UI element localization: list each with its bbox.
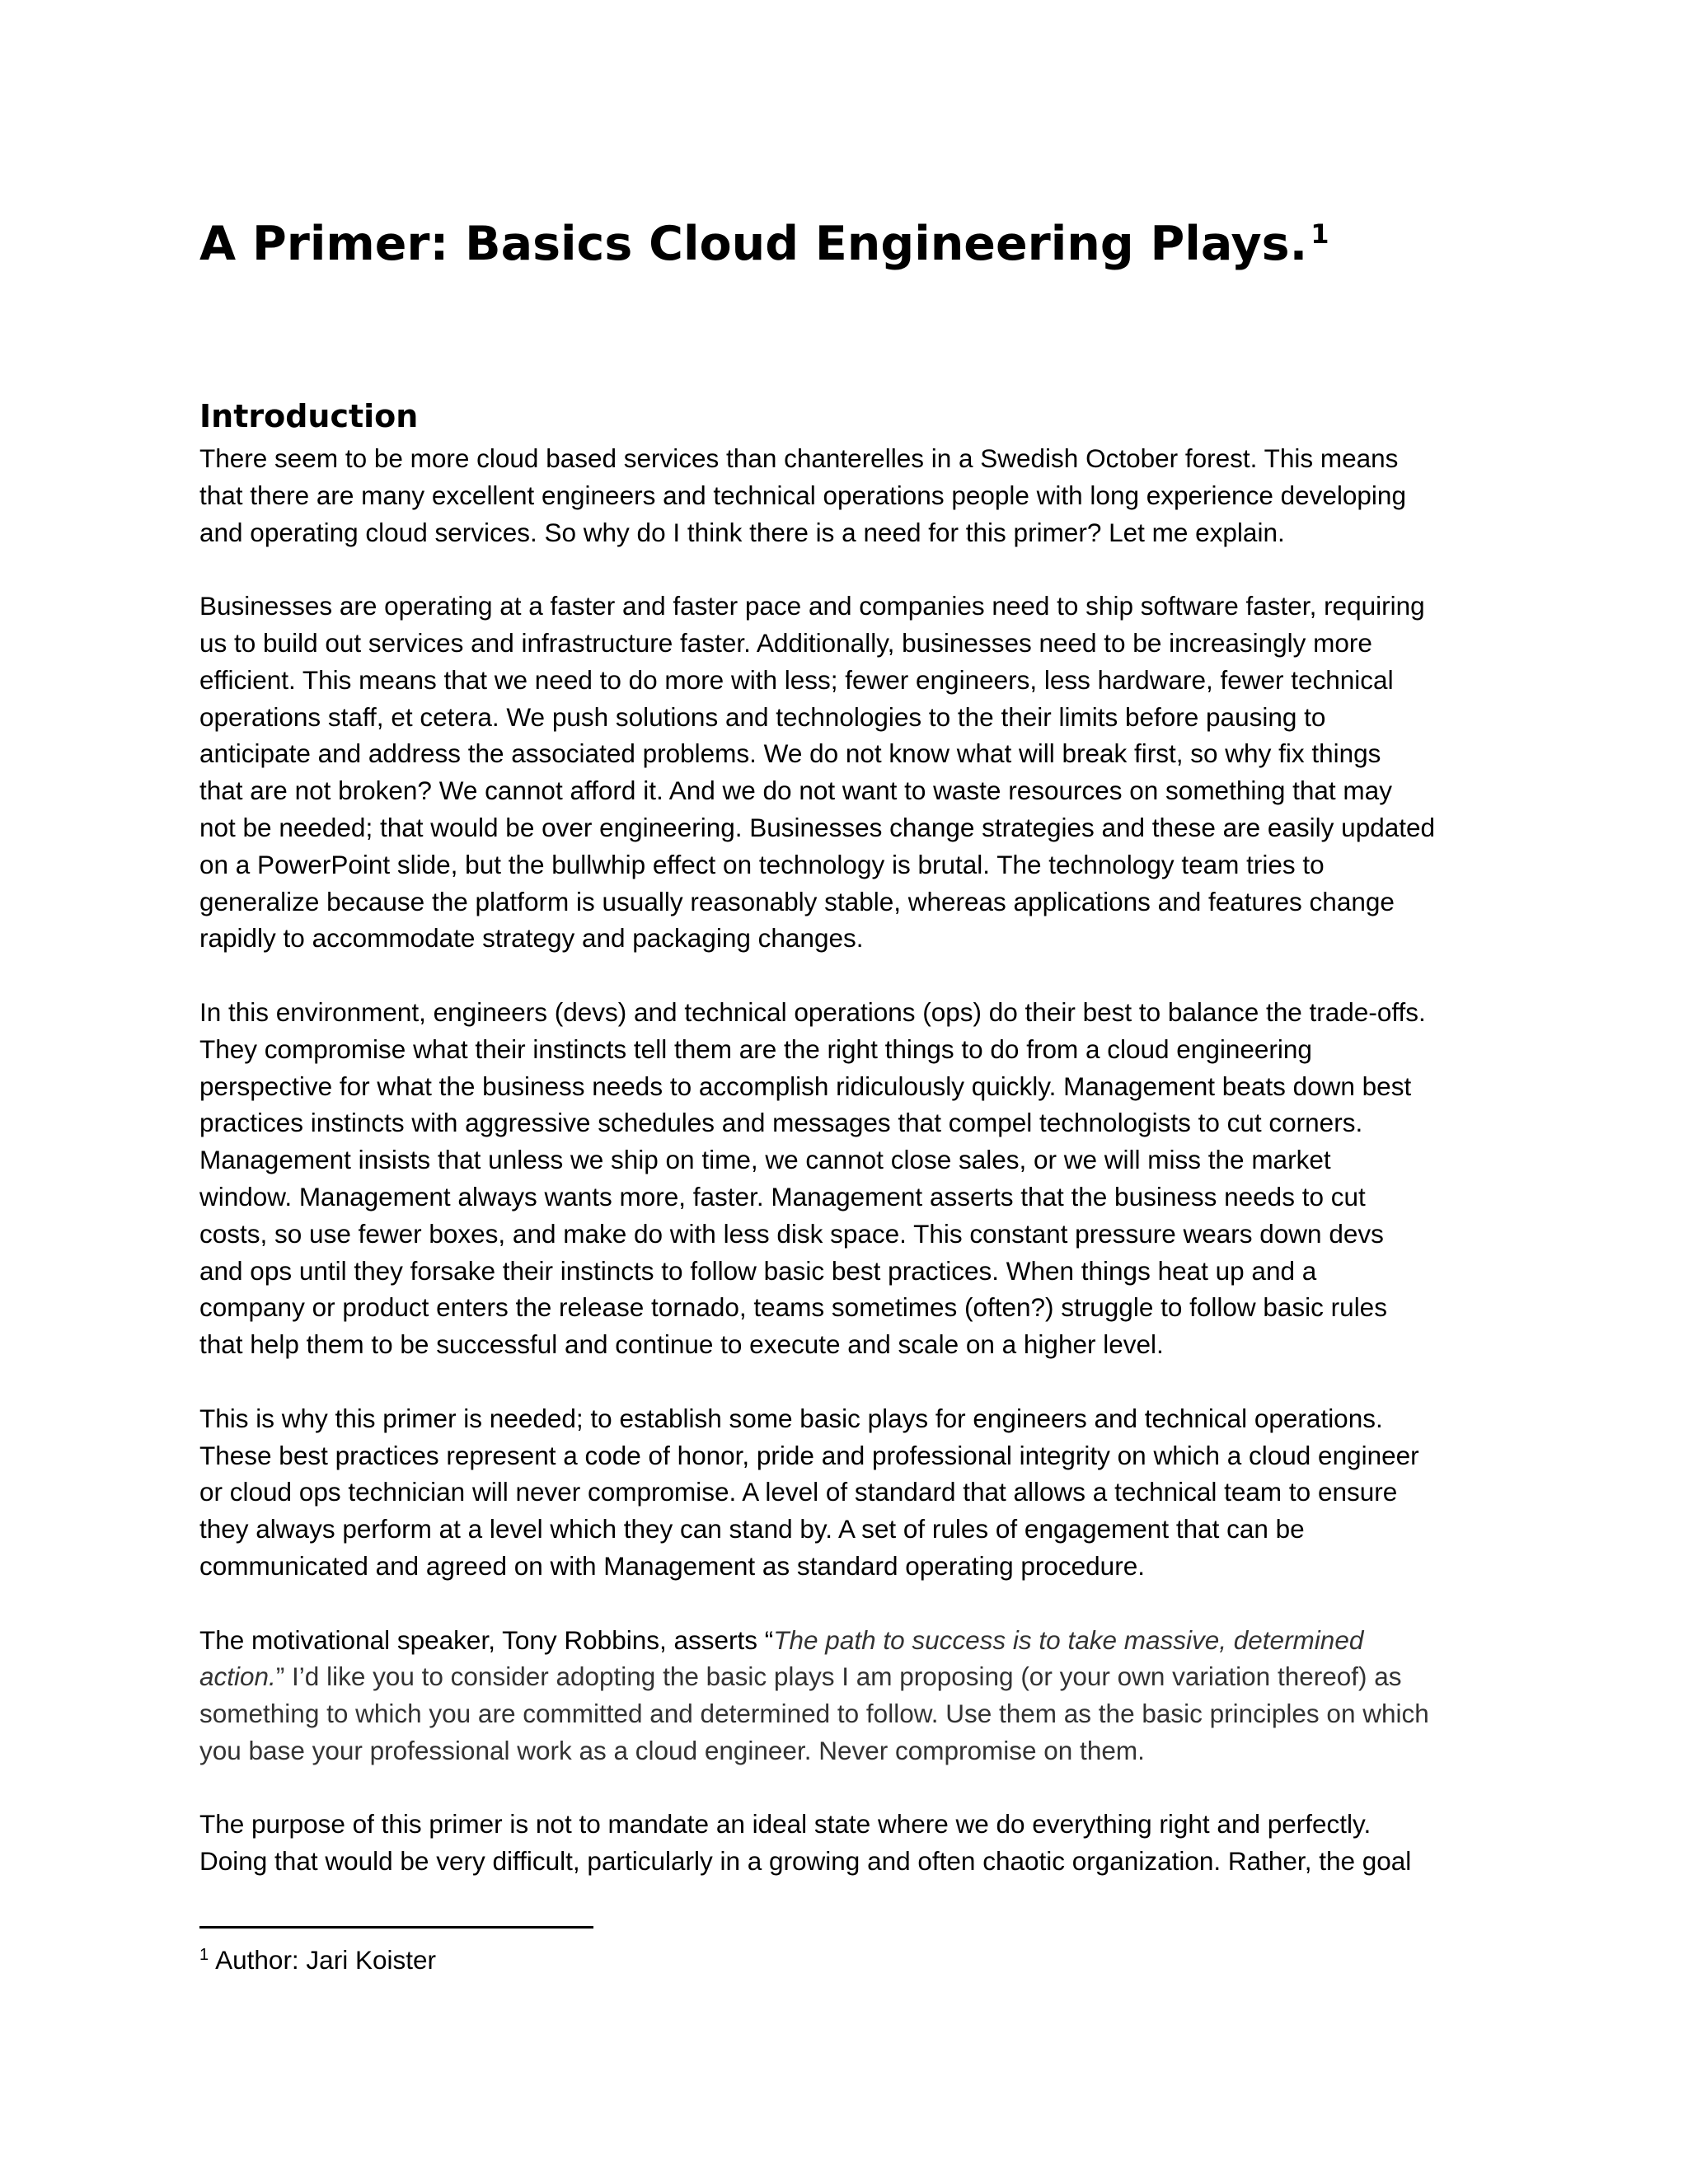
quote-intro-text: The motivational speaker, Tony Robbins, asserts “ (199, 1624, 774, 1655)
paragraph-line: window. Management always wants more, faster. Management asserts that the business needs to cut (199, 1181, 1366, 1212)
paragraph-line: These best practices represent a code of honor, pride and professional integrity on which a cloud engineer (199, 1440, 1419, 1470)
paragraph-line: or cloud ops technician will never compromise. A level of standard that allows a technical team to ensure (199, 1477, 1398, 1507)
footnote-marker: 1 (199, 1945, 209, 1964)
paragraph-line: and operating cloud services. So why do I think there is a need for this primer? Let me explain. (199, 517, 1285, 547)
paragraph-line: practices instincts with aggressive schedules and messages that compel technologists to cut corners. (199, 1108, 1363, 1138)
document-title (199, 216, 1329, 272)
paragraph-6 (199, 1806, 1535, 1880)
paragraph-4 (199, 1400, 1535, 1585)
paragraph-line: that help them to be successful and continue to execute and scale on a higher level. (199, 1329, 1164, 1360)
footnote (199, 1942, 436, 1978)
paragraph-line: and ops until they forsake their instincts to follow basic best practices. When things heat up and a (199, 1255, 1317, 1286)
paragraph-line: Management insists that unless we ship on time, we cannot close sales, or we will miss the market (199, 1145, 1331, 1175)
paragraph-3 (199, 994, 1535, 1363)
paragraph-line: generalize because the platform is usually reasonably stable, whereas applications and features change (199, 886, 1395, 916)
footnote-separator (199, 1926, 593, 1929)
robbins-quote-end-text: action. (199, 1661, 276, 1692)
paragraph-line: communicated and agreed on with Management as standard operating procedure. (199, 1550, 1145, 1581)
paragraph-line: company or product enters the release tornado, teams sometimes (often?) struggle to follow basic rules (199, 1292, 1387, 1323)
paragraph-line: Businesses are operating at a faster and faster pace and companies need to ship software faster, requiring (199, 591, 1425, 621)
paragraph-line: efficient. This means that we need to do more with less; fewer engineers, less hardware, fewer technical (199, 664, 1394, 695)
footnote-text: Author: Jari Koister (215, 1945, 436, 1975)
paragraph-line: that are not broken? We cannot afford it. And we do not want to waste resources on something that may (199, 776, 1392, 806)
paragraph-line: that there are many excellent engineers and technical operations people with long experience developing (199, 480, 1406, 510)
document-body (199, 394, 1535, 1917)
paragraph-line (199, 1622, 1535, 1659)
paragraph-line: us to build out services and infrastructure faster. Additionally, businesses need to be increasingly more (199, 627, 1372, 658)
paragraph-2 (199, 588, 1535, 957)
section-heading-introduction: Introduction (199, 398, 419, 434)
paragraph-line: The purpose of this primer is not to mandate an ideal state where we do everything right and perfectly. (199, 1809, 1372, 1840)
paragraph-line: anticipate and address the associated problems. We do not know what will break first, so why fix things (199, 738, 1381, 769)
title-footnote-marker: 1 (1311, 218, 1329, 250)
paragraph-line: operations staff, et cetera. We push solutions and technologies to the their limits before pausing to (199, 701, 1326, 732)
paragraph-line: perspective for what the business needs to accomplish ridiculously quickly. Management beats down best (199, 1071, 1412, 1101)
paragraph-line: In this environment, engineers (devs) and technical operations (ops) do their best to balance the trade-offs. (199, 996, 1426, 1027)
paragraph-line: you base your professional work as a cloud engineer. Never compromise on them. (199, 1735, 1145, 1765)
document-title-text: A Primer: Basics Cloud Engineering Plays. (199, 217, 1308, 271)
quote-followup-text: ” I’d like you to consider adopting the basic plays I am proposing (or your own variation thereof) as (275, 1661, 1402, 1692)
paragraph-line: costs, so use fewer boxes, and make do with less disk space. This constant pressure wears down devs (199, 1218, 1384, 1249)
paragraph-line: on a PowerPoint slide, but the bullwhip effect on technology is brutal. The technology team tries to (199, 849, 1325, 879)
paragraph-line (199, 1658, 1535, 1695)
paragraph-line: They compromise what their instincts tell them are the right things to do from a cloud engineering (199, 1033, 1312, 1064)
paragraph-line: rapidly to accommodate strategy and packaging changes. (199, 923, 864, 954)
paragraph-line: This is why this primer is needed; to establish some basic plays for engineers and technical operations. (199, 1403, 1383, 1433)
paragraph-1 (199, 440, 1535, 551)
paragraph-line: something to which you are committed and determined to follow. Use them as the basic principles on which (199, 1699, 1429, 1729)
robbins-quote-text: The path to success is to take massive, determined (773, 1624, 1364, 1655)
paragraph-quote (199, 1622, 1535, 1769)
paragraph-line: Doing that would be very difficult, particularly in a growing and often chaotic organization. Rather, the goal (199, 1846, 1412, 1877)
paragraph-line: not be needed; that would be over engineering. Businesses change strategies and these are easily updated (199, 812, 1436, 842)
paragraph-line: they always perform at a level which they can stand by. A set of rules of engagement that can be (199, 1514, 1305, 1544)
paragraph-line: There seem to be more cloud based services than chanterelles in a Swedish October forest. This means (199, 443, 1399, 473)
